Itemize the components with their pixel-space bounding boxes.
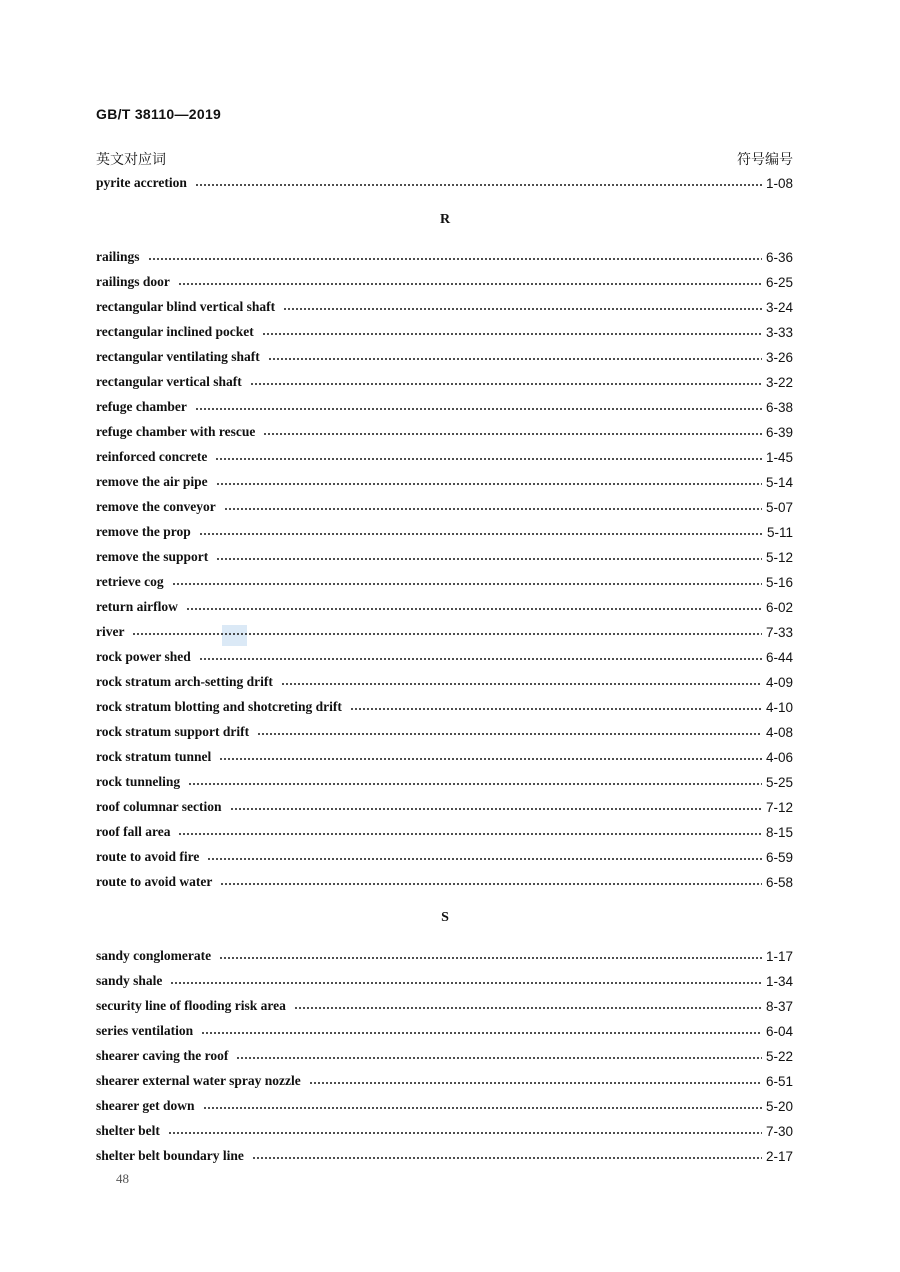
index-entry: [96, 397, 793, 417]
entry-term: shelter belt: [96, 1123, 160, 1138]
dot-leader: [220, 883, 762, 885]
entry-term: rock stratum arch-setting drift: [96, 674, 273, 689]
entry-code: 3-22: [765, 374, 793, 390]
index-entry: [96, 1021, 793, 1041]
entry-term: rock stratum support drift: [96, 724, 250, 739]
entry-term: railings door: [96, 274, 170, 289]
entry-term: railings: [96, 249, 140, 264]
section-heading-r: R: [439, 212, 451, 227]
entry-term: series ventilation: [96, 1023, 194, 1038]
entry-code: 5-25: [765, 774, 793, 790]
entry-code: 6-02: [765, 599, 793, 615]
index-entry: [96, 497, 793, 517]
index-entry: [96, 1071, 793, 1091]
index-entry: [96, 647, 793, 667]
page-number: 48: [116, 1171, 129, 1186]
dot-leader: [170, 982, 762, 984]
entry-term: roof fall area: [96, 824, 171, 839]
dot-leader: [199, 658, 762, 660]
index-entry: [96, 797, 793, 817]
entry-term: sandy conglomerate: [96, 948, 212, 963]
standard-code: GB/T 38110—2019: [96, 106, 222, 122]
index-entry: [96, 622, 793, 642]
index-entry: [96, 1046, 793, 1066]
entry-code: 6-44: [765, 649, 793, 665]
index-entry: [96, 1146, 793, 1166]
index-entry: [96, 322, 793, 342]
column-header: [96, 149, 793, 169]
dot-leader: [148, 258, 762, 260]
index-entry: [96, 247, 793, 267]
entry-term: shearer external water spray nozzle: [96, 1073, 301, 1088]
dot-leader: [257, 733, 762, 735]
entry-term: remove the air pipe: [96, 474, 208, 489]
entry-code: 6-51: [765, 1073, 793, 1089]
entry-code: 8-15: [765, 824, 793, 840]
entry-code: 6-04: [765, 1023, 793, 1039]
entry-code: 5-07: [765, 499, 793, 515]
entry-code: 7-12: [765, 799, 793, 815]
index-entry: [96, 272, 793, 292]
dot-leader: [309, 1082, 762, 1084]
index-entry: [96, 971, 793, 991]
index-entry: [96, 822, 793, 842]
dot-leader: [132, 633, 761, 635]
dot-leader: [195, 184, 762, 186]
entry-code: 8-37: [765, 998, 793, 1014]
dot-leader: [178, 283, 762, 285]
index-entry: [96, 472, 793, 492]
index-entry: [96, 297, 793, 317]
index-entry: [96, 522, 793, 542]
entry-code: 1-17: [765, 948, 793, 964]
entry-term: route to avoid fire: [96, 849, 200, 864]
entry-code: 1-34: [765, 973, 793, 989]
entry-term: rock power shed: [96, 649, 191, 664]
entry-term: shearer caving the roof: [96, 1048, 229, 1063]
index-entry: [96, 1121, 793, 1141]
entry-term: reinforced concrete: [96, 449, 208, 464]
entry-term: shearer get down: [96, 1098, 195, 1113]
dot-leader: [168, 1132, 762, 1134]
entry-code: 4-08: [765, 724, 793, 740]
index-entry: [96, 747, 793, 767]
entry-code: 3-26: [765, 349, 793, 365]
entry-code: 5-11: [766, 524, 793, 540]
index-entry: [96, 547, 793, 567]
dot-leader: [172, 583, 762, 585]
entry-term: refuge chamber: [96, 399, 187, 414]
entry-code: 7-30: [765, 1123, 793, 1139]
entry-term: security line of flooding risk area: [96, 998, 286, 1013]
dot-leader: [263, 433, 762, 435]
index-entry: [96, 572, 793, 592]
entry-term: rock stratum blotting and shotcreting drift: [96, 699, 342, 714]
entry-term: roof columnar section: [96, 799, 222, 814]
dot-leader: [224, 508, 762, 510]
index-entry: [96, 372, 793, 392]
index-entry: [96, 447, 793, 467]
entry-term: rectangular blind vertical shaft: [96, 299, 276, 314]
entry-code: 3-24: [765, 299, 793, 315]
dot-leader: [207, 858, 762, 860]
dot-leader: [350, 708, 762, 710]
entry-code: 1-08: [765, 175, 793, 191]
entry-term: river: [96, 624, 125, 639]
entry-code: 7-33: [765, 624, 793, 640]
index-entry: [96, 872, 793, 892]
dot-leader: [203, 1107, 762, 1109]
index-entry: [96, 422, 793, 442]
entry-term: remove the prop: [96, 524, 191, 539]
entry-code: 6-36: [765, 249, 793, 265]
index-entry: [96, 347, 793, 367]
entry-code: 5-22: [765, 1048, 793, 1064]
index-entry: [96, 672, 793, 692]
entry-term: shelter belt boundary line: [96, 1148, 244, 1163]
entry-code: 6-38: [765, 399, 793, 415]
dot-leader: [195, 408, 762, 410]
index-entry: [96, 772, 793, 792]
dot-leader: [268, 358, 762, 360]
dot-leader: [201, 1032, 762, 1034]
entry-term: sandy shale: [96, 973, 163, 988]
entry-term: rectangular ventilating shaft: [96, 349, 260, 364]
dot-leader: [236, 1057, 762, 1059]
dot-leader: [216, 558, 762, 560]
dot-leader: [219, 758, 762, 760]
index-entry: [96, 847, 793, 867]
entry-code: 6-59: [765, 849, 793, 865]
dot-leader: [262, 333, 762, 335]
dot-leader: [252, 1157, 762, 1159]
section-heading-s: S: [441, 910, 449, 925]
dot-leader: [219, 957, 762, 959]
entry-term: rock tunneling: [96, 774, 181, 789]
dot-leader: [283, 308, 762, 310]
entry-code: 5-14: [765, 474, 793, 490]
entry-term: return airflow: [96, 599, 178, 614]
index-entry: [96, 946, 793, 966]
entry-term: rectangular vertical shaft: [96, 374, 242, 389]
dot-leader: [186, 608, 762, 610]
entry-code: 5-16: [765, 574, 793, 590]
dot-leader: [250, 383, 762, 385]
entry-term: remove the support: [96, 549, 209, 564]
entry-code: 3-33: [765, 324, 793, 340]
column-header-english: 英文对应词: [96, 152, 166, 168]
dot-leader: [216, 483, 762, 485]
entry-code: 2-17: [765, 1148, 793, 1164]
entry-term: rock stratum tunnel: [96, 749, 212, 764]
entry-code: 5-20: [765, 1098, 793, 1114]
dot-leader: [188, 783, 762, 785]
index-entry: [96, 1096, 793, 1116]
entry-term: pyrite accretion: [96, 175, 187, 190]
index-entry: [96, 996, 793, 1016]
entry-code: 5-12: [765, 549, 793, 565]
index-entry: [96, 697, 793, 717]
dot-leader: [281, 683, 762, 685]
column-header-symbol-number: 符号编号: [737, 152, 793, 168]
entry-code: 6-58: [765, 874, 793, 890]
entry-code: 6-25: [765, 274, 793, 290]
entry-code: 4-06: [765, 749, 793, 765]
index-entry: [96, 722, 793, 742]
entry-code: 4-10: [765, 699, 793, 715]
entry-code: 6-39: [765, 424, 793, 440]
dot-leader: [215, 458, 762, 460]
entry-code: 4-09: [765, 674, 793, 690]
entry-term: remove the conveyor: [96, 499, 216, 514]
index-entry: [96, 173, 793, 193]
entry-term: retrieve cog: [96, 574, 164, 589]
entry-term: rectangular inclined pocket: [96, 324, 254, 339]
entry-term: route to avoid water: [96, 874, 213, 889]
dot-leader: [294, 1007, 762, 1009]
entry-code: 1-45: [765, 449, 793, 465]
dot-leader: [199, 533, 763, 535]
dot-leader: [230, 808, 762, 810]
entry-term: refuge chamber with rescue: [96, 424, 256, 439]
index-entry: [96, 597, 793, 617]
dot-leader: [178, 833, 761, 835]
